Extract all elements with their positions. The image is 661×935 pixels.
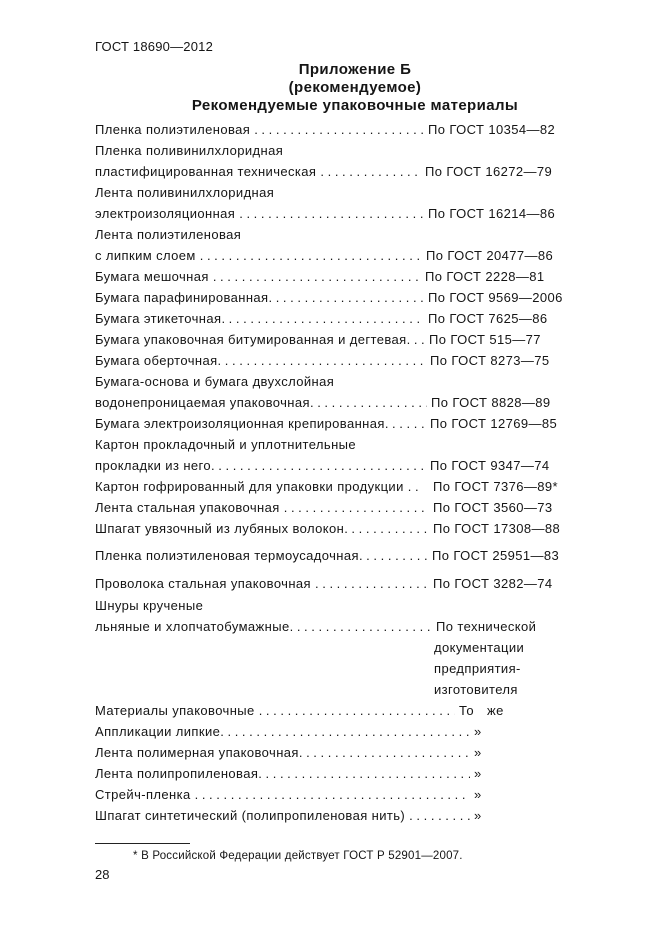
- leader-dots: [290, 619, 432, 635]
- document-code-header: ГОСТ 18690—2012: [95, 39, 214, 54]
- leader-dots: [385, 416, 426, 432]
- entry-leader-area: [95, 416, 426, 432]
- material-entry: [95, 619, 536, 635]
- material-entry: [95, 766, 482, 782]
- material-entry: [95, 332, 541, 348]
- footnote-divider: [95, 843, 190, 844]
- entry-leader-area: [95, 808, 470, 824]
- material-name: Проволока стальная упаковочная: [95, 576, 312, 591]
- material-entry: [95, 548, 559, 564]
- leader-dots: [255, 703, 455, 719]
- material-name: прокладки из него: [95, 458, 212, 473]
- material-name-prefix: Картон прокладочный и уплотнительные: [95, 437, 357, 452]
- material-name: Бумага мешочная: [95, 269, 209, 284]
- leader-dots: [196, 248, 422, 264]
- entry-leader-area: [95, 122, 424, 138]
- material-entry: [95, 576, 553, 592]
- standard-reference: По ГОСТ 9569—2006: [428, 290, 563, 305]
- entry-leader-area: [95, 332, 425, 348]
- material-name: Шпагат увязочный из лубяных волокон: [95, 521, 345, 536]
- annex-title-block: [155, 61, 555, 115]
- standard-reference: По ГОСТ 8273—75: [430, 353, 550, 368]
- entry-leader-area: [95, 269, 421, 285]
- entry-leader-area: [95, 766, 470, 782]
- entry-leader-area: [95, 353, 426, 369]
- material-name: Стрейч-пленка: [95, 787, 191, 802]
- leader-dots: [299, 745, 470, 761]
- material-entry: [95, 703, 504, 719]
- standard-reference: По ГОСТ 2228—81: [425, 269, 545, 284]
- leader-dots: [405, 808, 470, 824]
- material-entry: [95, 164, 552, 180]
- standard-reference: По ГОСТ 17308—88: [433, 521, 561, 536]
- ditto-mark: »: [474, 745, 482, 760]
- standard-reference: По ГОСТ 7376—89*: [433, 479, 558, 494]
- annex-heading: Рекомендуемые упаковочные материалы: [191, 97, 519, 114]
- leader-dots: [407, 332, 425, 348]
- standard-reference: По ГОСТ 8828—89: [431, 395, 551, 410]
- standard-reference: По ГОСТ 3560—73: [433, 500, 553, 515]
- ditto-mark: »: [474, 808, 482, 823]
- material-entry: [95, 458, 550, 474]
- material-entry: [95, 269, 545, 285]
- material-name: Аппликации липкие: [95, 724, 221, 739]
- entry-leader-area: [95, 248, 422, 264]
- leader-dots: [311, 576, 429, 592]
- material-name-prefix: Бумага-основа и бумага двухслойная: [95, 374, 335, 389]
- leader-dots: [258, 766, 470, 782]
- material-entry: [95, 353, 550, 369]
- leader-dots: [344, 521, 429, 537]
- material-name: Шпагат синтетический (полипропиленовая нить): [95, 808, 406, 823]
- entry-leader-area: [95, 206, 424, 222]
- material-name: пластифицированная техническая: [95, 164, 317, 179]
- entry-leader-area: [95, 458, 426, 474]
- standard-reference: По ГОСТ 7625—86: [428, 311, 548, 326]
- material-name: Картон гофрированный для упаковки продукции: [95, 479, 404, 494]
- entry-leader-area: [95, 745, 470, 761]
- footnote: * В Российской Федерации действует ГОСТ Р 52901—2007.: [133, 850, 463, 862]
- material-entry: [95, 311, 548, 327]
- material-name: Бумага этикеточная: [95, 311, 222, 326]
- material-name: Лента полипропиленовая: [95, 766, 259, 781]
- entry-leader-area: [95, 619, 432, 635]
- leader-dots: [211, 458, 426, 474]
- standard-reference: По ГОСТ 515—77: [429, 332, 541, 347]
- entry-leader-area: [95, 724, 470, 740]
- standard-reference: По ГОСТ 12769—85: [430, 416, 558, 431]
- standard-reference: По ГОСТ 25951—83: [432, 548, 560, 563]
- standard-reference: По технической: [436, 619, 537, 634]
- material-entry: [95, 248, 553, 264]
- standard-reference: По ГОСТ 3282—74: [433, 576, 553, 591]
- entry-leader-area: [95, 311, 424, 327]
- standard-reference-continuation: документации: [434, 640, 525, 655]
- annex-status: (рекомендуемое): [288, 79, 422, 96]
- standard-reference: По ГОСТ 20477—86: [426, 248, 554, 263]
- entry-leader-area: [95, 787, 470, 803]
- material-name: Материалы упаковочные: [95, 703, 255, 718]
- standard-reference-continuation: предприятия-: [434, 661, 521, 676]
- material-name-prefix: Шнуры крученые: [95, 598, 204, 613]
- material-name: Бумага электроизоляционная крепированная: [95, 416, 385, 431]
- ditto-mark: »: [474, 766, 482, 781]
- material-name: Пленка полиэтиленовая: [95, 122, 251, 137]
- leader-dots: [235, 206, 424, 222]
- leader-dots: [250, 122, 424, 138]
- leader-dots: [209, 269, 421, 285]
- material-entry: [95, 500, 553, 516]
- material-name: водонепроницаемая упаковочная: [95, 395, 310, 410]
- leader-dots: [221, 311, 424, 327]
- leader-dots: [316, 164, 421, 180]
- entry-leader-area: [95, 164, 421, 180]
- material-entry: [95, 724, 482, 740]
- entry-leader-area: [95, 500, 429, 516]
- standard-reference: По ГОСТ 9347—74: [430, 458, 550, 473]
- standard-reference: По ГОСТ 16214—86: [428, 206, 556, 221]
- ditto-mark: »: [474, 724, 482, 739]
- material-entry: [95, 479, 558, 495]
- material-entry: [95, 787, 482, 803]
- annex-label: Приложение Б: [298, 61, 412, 78]
- page-number: 28: [95, 867, 110, 882]
- standard-reference-continuation: изготовителя: [434, 682, 518, 697]
- material-entry: [95, 416, 557, 432]
- leader-dots: [359, 548, 428, 564]
- material-name: Бумага оберточная: [95, 353, 218, 368]
- material-name: Лента стальная упаковочная: [95, 500, 280, 515]
- entry-leader-area: [95, 395, 427, 411]
- material-name-prefix: Лента полиэтиленовая: [95, 227, 242, 242]
- material-entry: [95, 122, 555, 138]
- material-entry: [95, 206, 555, 222]
- material-name-prefix: Лента поливинилхлоридная: [95, 185, 275, 200]
- entry-leader-area: [95, 290, 424, 306]
- material-name: Бумага парафинированная: [95, 290, 269, 305]
- entry-leader-area: [95, 703, 455, 719]
- material-name: с липким слоем: [95, 248, 196, 263]
- material-name: Лента полимерная упаковочная: [95, 745, 299, 760]
- entry-leader-area: [95, 521, 429, 537]
- standard-reference: По ГОСТ 10354—82: [428, 122, 556, 137]
- leader-dots: [310, 395, 427, 411]
- material-entry: [95, 808, 482, 824]
- ditto-mark: »: [474, 787, 482, 802]
- entry-leader-area: [95, 576, 429, 592]
- material-name: Пленка полиэтиленовая термоусадочная: [95, 548, 359, 563]
- material-name: льняные и хлопчатобумажные: [95, 619, 290, 634]
- material-name: электроизоляционная: [95, 206, 236, 221]
- material-name: Бумага упаковочная битумированная и дегтевая: [95, 332, 407, 347]
- leader-dots: [404, 479, 421, 495]
- leader-dots: [218, 353, 426, 369]
- standard-reference: То же: [459, 703, 504, 718]
- material-entry: [95, 395, 551, 411]
- leader-dots: [220, 724, 470, 740]
- entry-leader-area: [95, 548, 428, 564]
- material-entry: [95, 290, 563, 306]
- entry-leader-area: [95, 479, 421, 495]
- standard-reference: По ГОСТ 16272—79: [425, 164, 553, 179]
- material-name-prefix: Пленка поливинилхлоридная: [95, 143, 284, 158]
- material-entry: [95, 521, 560, 537]
- leader-dots: [268, 290, 424, 306]
- material-entry: [95, 745, 482, 761]
- leader-dots: [191, 787, 470, 803]
- leader-dots: [280, 500, 429, 516]
